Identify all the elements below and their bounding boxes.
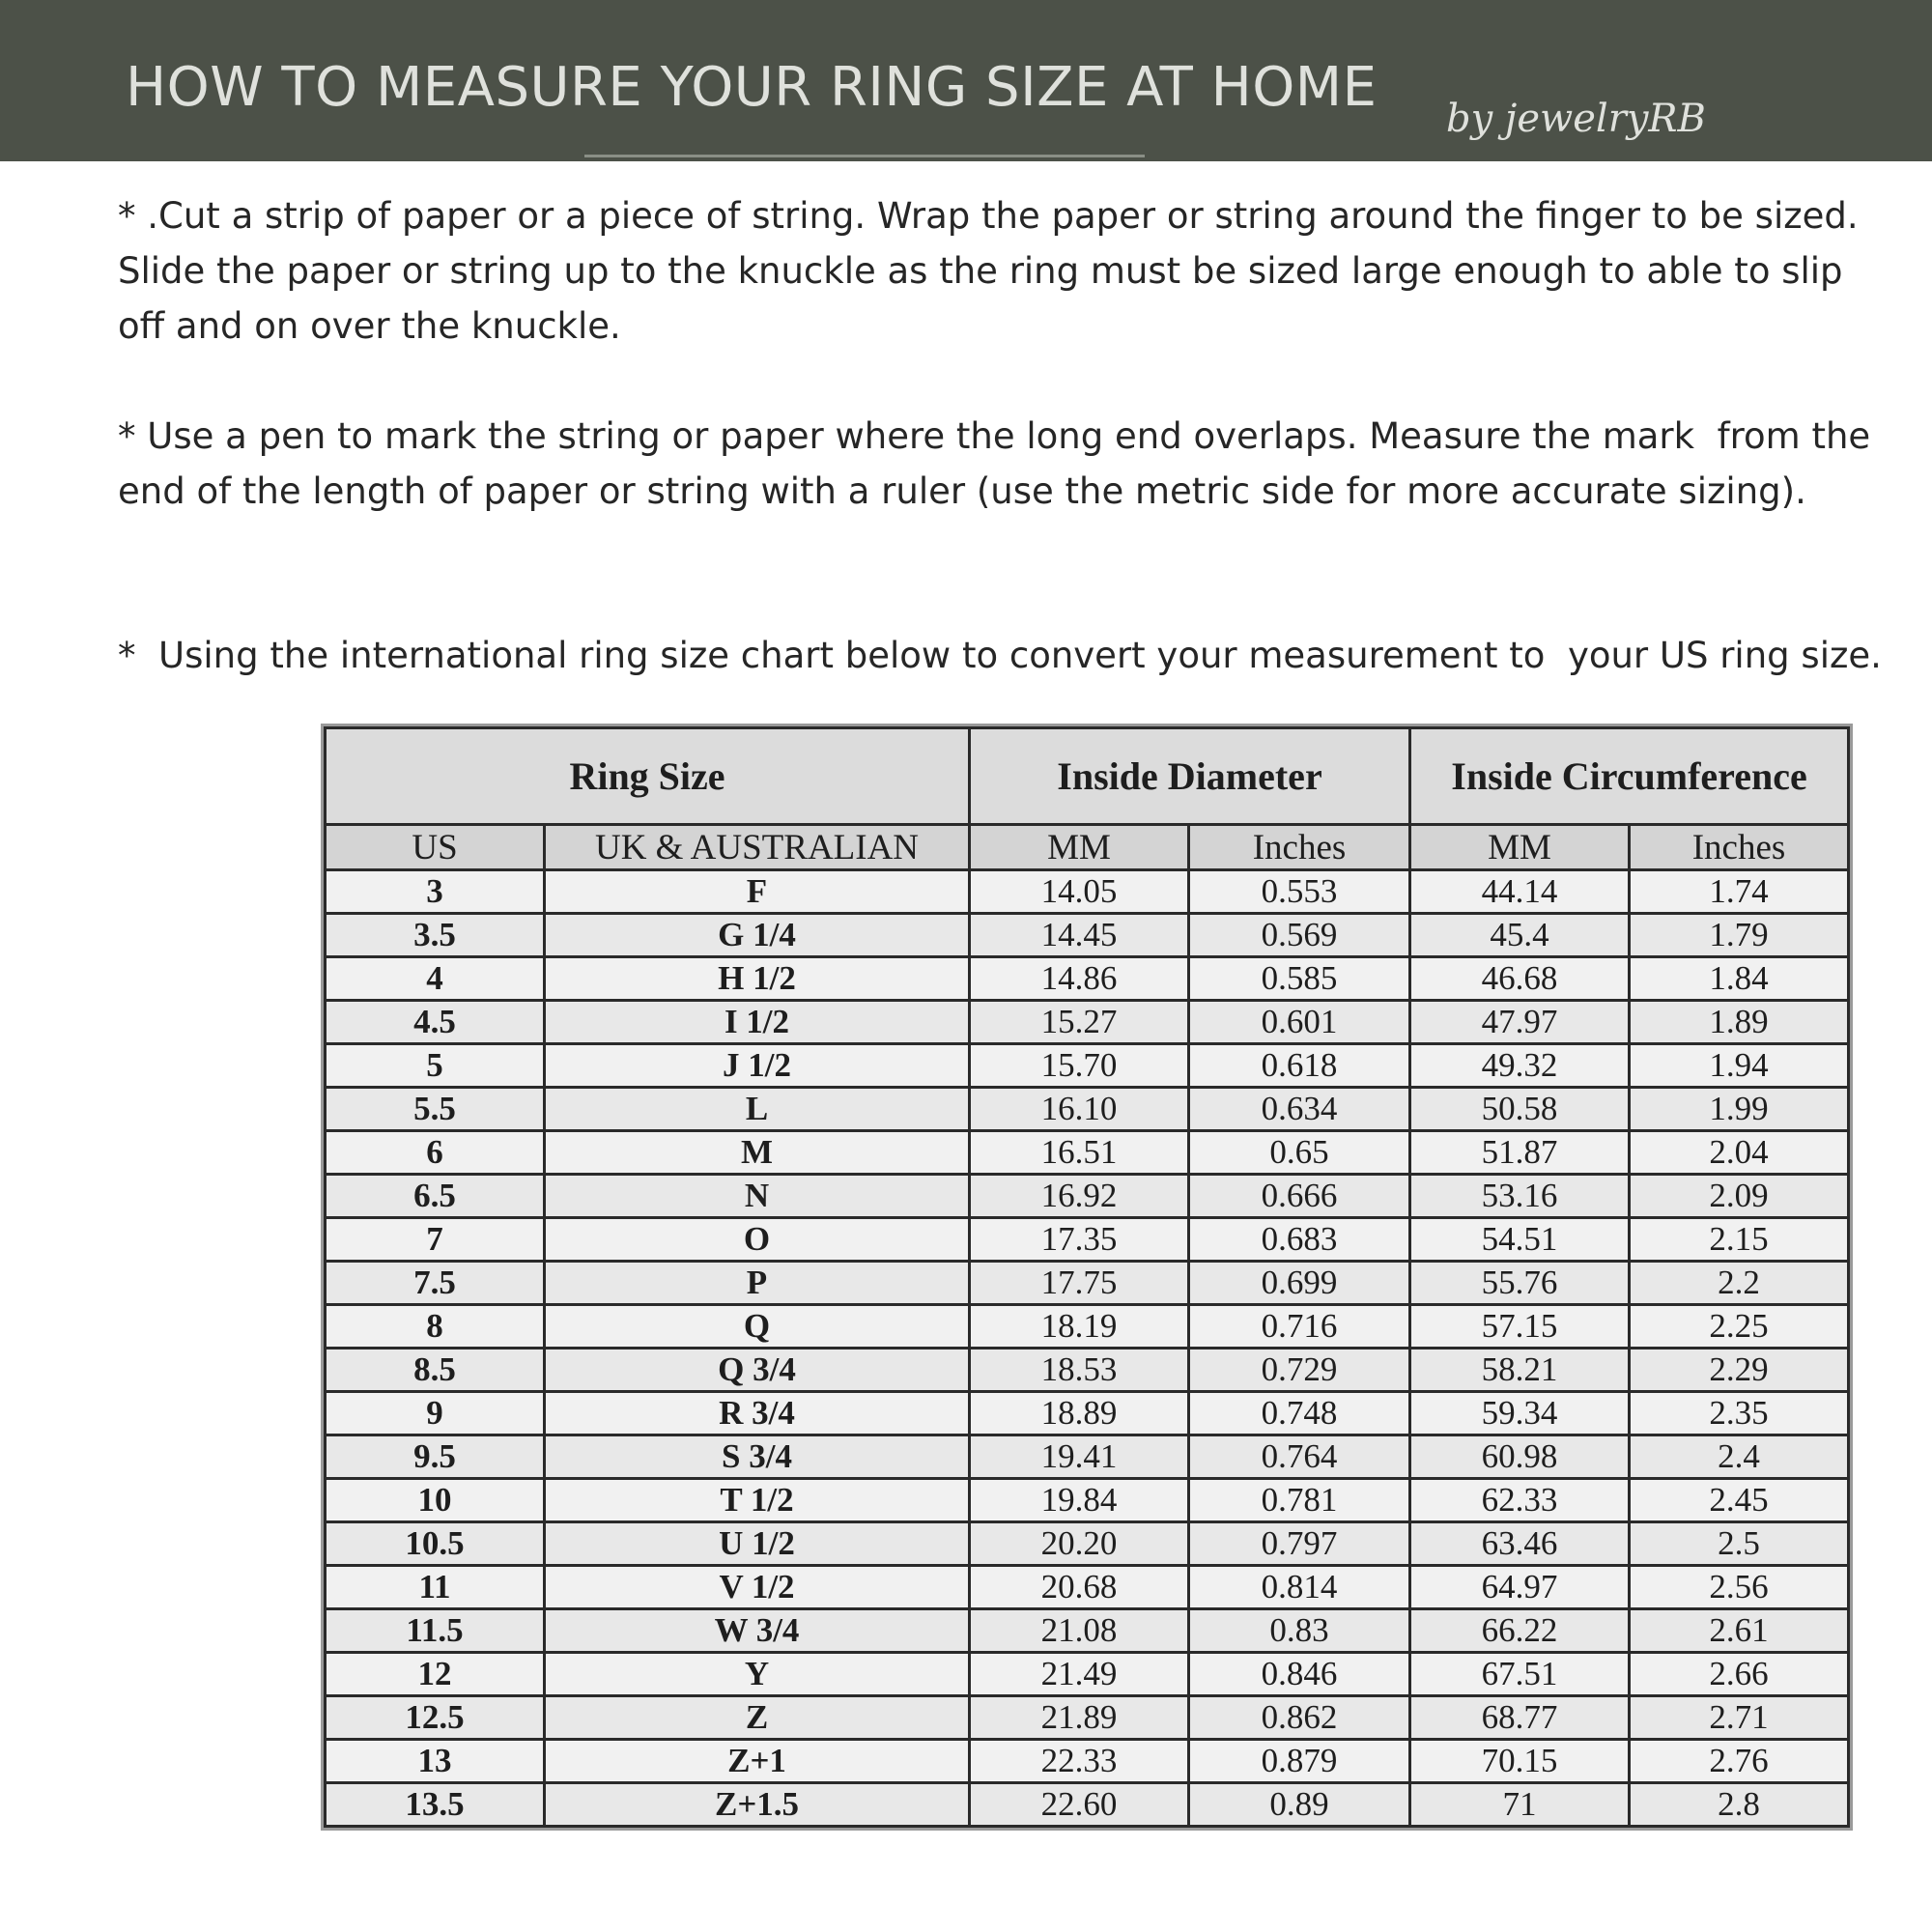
cell-circumference-inches: 2.71	[1630, 1696, 1849, 1740]
cell-circumference-inches: 2.8	[1630, 1783, 1849, 1827]
cell-diameter-inches: 0.879	[1189, 1740, 1410, 1783]
cell-uk-size: Z+1	[545, 1740, 970, 1783]
cell-us-size: 10	[326, 1479, 545, 1522]
table-row	[326, 957, 1849, 1001]
cell-uk-size: U 1/2	[545, 1522, 970, 1566]
cell-diameter-mm: 19.84	[970, 1479, 1189, 1522]
cell-circumference-mm: 47.97	[1410, 1001, 1630, 1044]
cell-diameter-inches: 0.89	[1189, 1783, 1410, 1827]
group-header-inside-circumference: Inside Circumference	[1410, 728, 1849, 825]
cell-diameter-mm: 15.70	[970, 1044, 1189, 1088]
cell-circumference-mm: 53.16	[1410, 1175, 1630, 1218]
cell-us-size: 10.5	[326, 1522, 545, 1566]
instruction-2: * Use a pen to mark the string or paper where the long end overlaps. Measure the mark from the end of the length of paper or string with a ruler (use the metric side for more accurate sizing).	[118, 415, 1882, 512]
cell-us-size: 7.5	[326, 1262, 545, 1305]
cell-circumference-inches: 1.74	[1630, 870, 1849, 914]
column-header-circumference-inches: Inches	[1630, 825, 1849, 870]
cell-us-size: 8	[326, 1305, 545, 1349]
table-row	[326, 1131, 1849, 1175]
cell-circumference-inches: 2.66	[1630, 1653, 1849, 1696]
cell-diameter-inches: 0.634	[1189, 1088, 1410, 1131]
cell-diameter-mm: 14.05	[970, 870, 1189, 914]
cell-uk-size: S 3/4	[545, 1435, 970, 1479]
cell-circumference-mm: 66.22	[1410, 1609, 1630, 1653]
instruction-3: * Using the international ring size chart below to convert your measurement to your US ring size.	[118, 635, 1882, 676]
page-title: HOW TO MEASURE YOUR RING SIZE AT HOME	[126, 56, 1378, 119]
cell-us-size: 13.5	[326, 1783, 545, 1827]
cell-uk-size: R 3/4	[545, 1392, 970, 1435]
cell-circumference-inches: 2.76	[1630, 1740, 1849, 1783]
cell-uk-size: J 1/2	[545, 1044, 970, 1088]
cell-uk-size: V 1/2	[545, 1566, 970, 1609]
cell-us-size: 13	[326, 1740, 545, 1783]
cell-circumference-mm: 50.58	[1410, 1088, 1630, 1131]
cell-diameter-mm: 21.49	[970, 1653, 1189, 1696]
cell-circumference-inches: 2.25	[1630, 1305, 1849, 1349]
table-row	[326, 1088, 1849, 1131]
cell-uk-size: Q 3/4	[545, 1349, 970, 1392]
table-row	[326, 1566, 1849, 1609]
cell-circumference-inches: 2.15	[1630, 1218, 1849, 1262]
cell-circumference-mm: 55.76	[1410, 1262, 1630, 1305]
cell-diameter-inches: 0.65	[1189, 1131, 1410, 1175]
cell-uk-size: G 1/4	[545, 914, 970, 957]
cell-us-size: 9	[326, 1392, 545, 1435]
cell-circumference-mm: 67.51	[1410, 1653, 1630, 1696]
cell-diameter-inches: 0.683	[1189, 1218, 1410, 1262]
table-row	[326, 1479, 1849, 1522]
cell-uk-size: N	[545, 1175, 970, 1218]
cell-diameter-inches: 0.585	[1189, 957, 1410, 1001]
table-body	[326, 870, 1849, 1827]
cell-diameter-inches: 0.797	[1189, 1522, 1410, 1566]
cell-us-size: 9.5	[326, 1435, 545, 1479]
cell-diameter-inches: 0.846	[1189, 1653, 1410, 1696]
cell-circumference-inches: 2.4	[1630, 1435, 1849, 1479]
cell-circumference-mm: 71	[1410, 1783, 1630, 1827]
cell-uk-size: P	[545, 1262, 970, 1305]
table-row	[326, 1262, 1849, 1305]
ring-size-chart	[324, 726, 1850, 1828]
cell-diameter-mm: 18.89	[970, 1392, 1189, 1435]
cell-diameter-inches: 0.618	[1189, 1044, 1410, 1088]
cell-circumference-inches: 1.99	[1630, 1088, 1849, 1131]
cell-uk-size: Q	[545, 1305, 970, 1349]
group-header-row	[326, 728, 1849, 825]
cell-uk-size: Z	[545, 1696, 970, 1740]
byline: by jewelryRB	[1446, 97, 1706, 141]
column-header-us: US	[326, 825, 545, 870]
cell-circumference-mm: 62.33	[1410, 1479, 1630, 1522]
cell-circumference-inches: 2.5	[1630, 1522, 1849, 1566]
table-row	[326, 1044, 1849, 1088]
cell-us-size: 3.5	[326, 914, 545, 957]
cell-diameter-mm: 14.45	[970, 914, 1189, 957]
cell-diameter-inches: 0.553	[1189, 870, 1410, 914]
cell-us-size: 11.5	[326, 1609, 545, 1653]
cell-circumference-mm: 70.15	[1410, 1740, 1630, 1783]
cell-us-size: 4.5	[326, 1001, 545, 1044]
cell-circumference-inches: 2.04	[1630, 1131, 1849, 1175]
table-row	[326, 870, 1849, 914]
table-row	[326, 1305, 1849, 1349]
cell-diameter-mm: 18.53	[970, 1349, 1189, 1392]
cell-circumference-inches: 2.09	[1630, 1175, 1849, 1218]
cell-us-size: 3	[326, 870, 545, 914]
cell-circumference-mm: 57.15	[1410, 1305, 1630, 1349]
cell-us-size: 12	[326, 1653, 545, 1696]
cell-uk-size: Y	[545, 1653, 970, 1696]
cell-uk-size: Z+1.5	[545, 1783, 970, 1827]
cell-diameter-mm: 21.89	[970, 1696, 1189, 1740]
table-row	[326, 1435, 1849, 1479]
table-row	[326, 1522, 1849, 1566]
cell-uk-size: T 1/2	[545, 1479, 970, 1522]
table-row	[326, 1175, 1849, 1218]
cell-circumference-inches: 1.79	[1630, 914, 1849, 957]
cell-circumference-inches: 1.84	[1630, 957, 1849, 1001]
cell-circumference-mm: 60.98	[1410, 1435, 1630, 1479]
cell-diameter-mm: 16.51	[970, 1131, 1189, 1175]
cell-uk-size: W 3/4	[545, 1609, 970, 1653]
cell-circumference-mm: 54.51	[1410, 1218, 1630, 1262]
cell-circumference-mm: 63.46	[1410, 1522, 1630, 1566]
cell-us-size: 6.5	[326, 1175, 545, 1218]
cell-circumference-mm: 44.14	[1410, 870, 1630, 914]
cell-us-size: 12.5	[326, 1696, 545, 1740]
cell-us-size: 5	[326, 1044, 545, 1088]
cell-diameter-inches: 0.601	[1189, 1001, 1410, 1044]
table-row	[326, 1218, 1849, 1262]
column-header-diameter-inches: Inches	[1189, 825, 1410, 870]
cell-us-size: 6	[326, 1131, 545, 1175]
cell-circumference-inches: 2.2	[1630, 1262, 1849, 1305]
table-row	[326, 1696, 1849, 1740]
cell-diameter-mm: 19.41	[970, 1435, 1189, 1479]
header-divider	[584, 155, 1145, 157]
table-row	[326, 1783, 1849, 1827]
cell-diameter-mm: 17.35	[970, 1218, 1189, 1262]
cell-diameter-mm: 20.20	[970, 1522, 1189, 1566]
cell-diameter-inches: 0.814	[1189, 1566, 1410, 1609]
cell-circumference-inches: 1.94	[1630, 1044, 1849, 1088]
cell-diameter-inches: 0.862	[1189, 1696, 1410, 1740]
column-header-uk: UK & AUSTRALIAN	[545, 825, 970, 870]
cell-diameter-inches: 0.781	[1189, 1479, 1410, 1522]
cell-diameter-mm: 18.19	[970, 1305, 1189, 1349]
table-row	[326, 1392, 1849, 1435]
cell-diameter-inches: 0.748	[1189, 1392, 1410, 1435]
table-row	[326, 1609, 1849, 1653]
sub-header-row	[326, 825, 1849, 870]
cell-circumference-mm: 45.4	[1410, 914, 1630, 957]
cell-circumference-mm: 68.77	[1410, 1696, 1630, 1740]
cell-circumference-mm: 46.68	[1410, 957, 1630, 1001]
cell-uk-size: O	[545, 1218, 970, 1262]
cell-diameter-mm: 22.60	[970, 1783, 1189, 1827]
column-header-diameter-mm: MM	[970, 825, 1189, 870]
cell-us-size: 8.5	[326, 1349, 545, 1392]
cell-diameter-mm: 20.68	[970, 1566, 1189, 1609]
cell-diameter-mm: 16.10	[970, 1088, 1189, 1131]
column-header-circumference-mm: MM	[1410, 825, 1630, 870]
cell-diameter-inches: 0.699	[1189, 1262, 1410, 1305]
cell-us-size: 7	[326, 1218, 545, 1262]
table-row	[326, 914, 1849, 957]
cell-us-size: 5.5	[326, 1088, 545, 1131]
cell-diameter-inches: 0.716	[1189, 1305, 1410, 1349]
cell-diameter-inches: 0.83	[1189, 1609, 1410, 1653]
cell-diameter-mm: 17.75	[970, 1262, 1189, 1305]
cell-diameter-inches: 0.764	[1189, 1435, 1410, 1479]
cell-circumference-mm: 58.21	[1410, 1349, 1630, 1392]
cell-diameter-mm: 21.08	[970, 1609, 1189, 1653]
table-row	[326, 1740, 1849, 1783]
cell-diameter-inches: 0.666	[1189, 1175, 1410, 1218]
cell-uk-size: F	[545, 870, 970, 914]
group-header-inside-diameter: Inside Diameter	[970, 728, 1410, 825]
cell-us-size: 4	[326, 957, 545, 1001]
table-row	[326, 1349, 1849, 1392]
cell-diameter-mm: 22.33	[970, 1740, 1189, 1783]
cell-circumference-inches: 2.45	[1630, 1479, 1849, 1522]
cell-uk-size: I 1/2	[545, 1001, 970, 1044]
table-row	[326, 1653, 1849, 1696]
instruction-1: * .Cut a strip of paper or a piece of string. Wrap the paper or string around the finger to be sized. Slide the paper or string up to the knuckle as the ring must be sized large enough to able to slip off and on over the knuckle.	[118, 195, 1870, 347]
cell-diameter-mm: 15.27	[970, 1001, 1189, 1044]
cell-diameter-mm: 16.92	[970, 1175, 1189, 1218]
cell-circumference-mm: 49.32	[1410, 1044, 1630, 1088]
cell-circumference-inches: 1.89	[1630, 1001, 1849, 1044]
table-row	[326, 1001, 1849, 1044]
cell-diameter-inches: 0.729	[1189, 1349, 1410, 1392]
cell-circumference-inches: 2.29	[1630, 1349, 1849, 1392]
cell-circumference-mm: 59.34	[1410, 1392, 1630, 1435]
cell-circumference-inches: 2.56	[1630, 1566, 1849, 1609]
cell-diameter-inches: 0.569	[1189, 914, 1410, 957]
cell-uk-size: L	[545, 1088, 970, 1131]
cell-circumference-inches: 2.35	[1630, 1392, 1849, 1435]
cell-us-size: 11	[326, 1566, 545, 1609]
cell-circumference-inches: 2.61	[1630, 1609, 1849, 1653]
group-header-ring-size: Ring Size	[326, 728, 970, 825]
cell-uk-size: M	[545, 1131, 970, 1175]
cell-uk-size: H 1/2	[545, 957, 970, 1001]
cell-circumference-mm: 51.87	[1410, 1131, 1630, 1175]
cell-diameter-mm: 14.86	[970, 957, 1189, 1001]
cell-circumference-mm: 64.97	[1410, 1566, 1630, 1609]
